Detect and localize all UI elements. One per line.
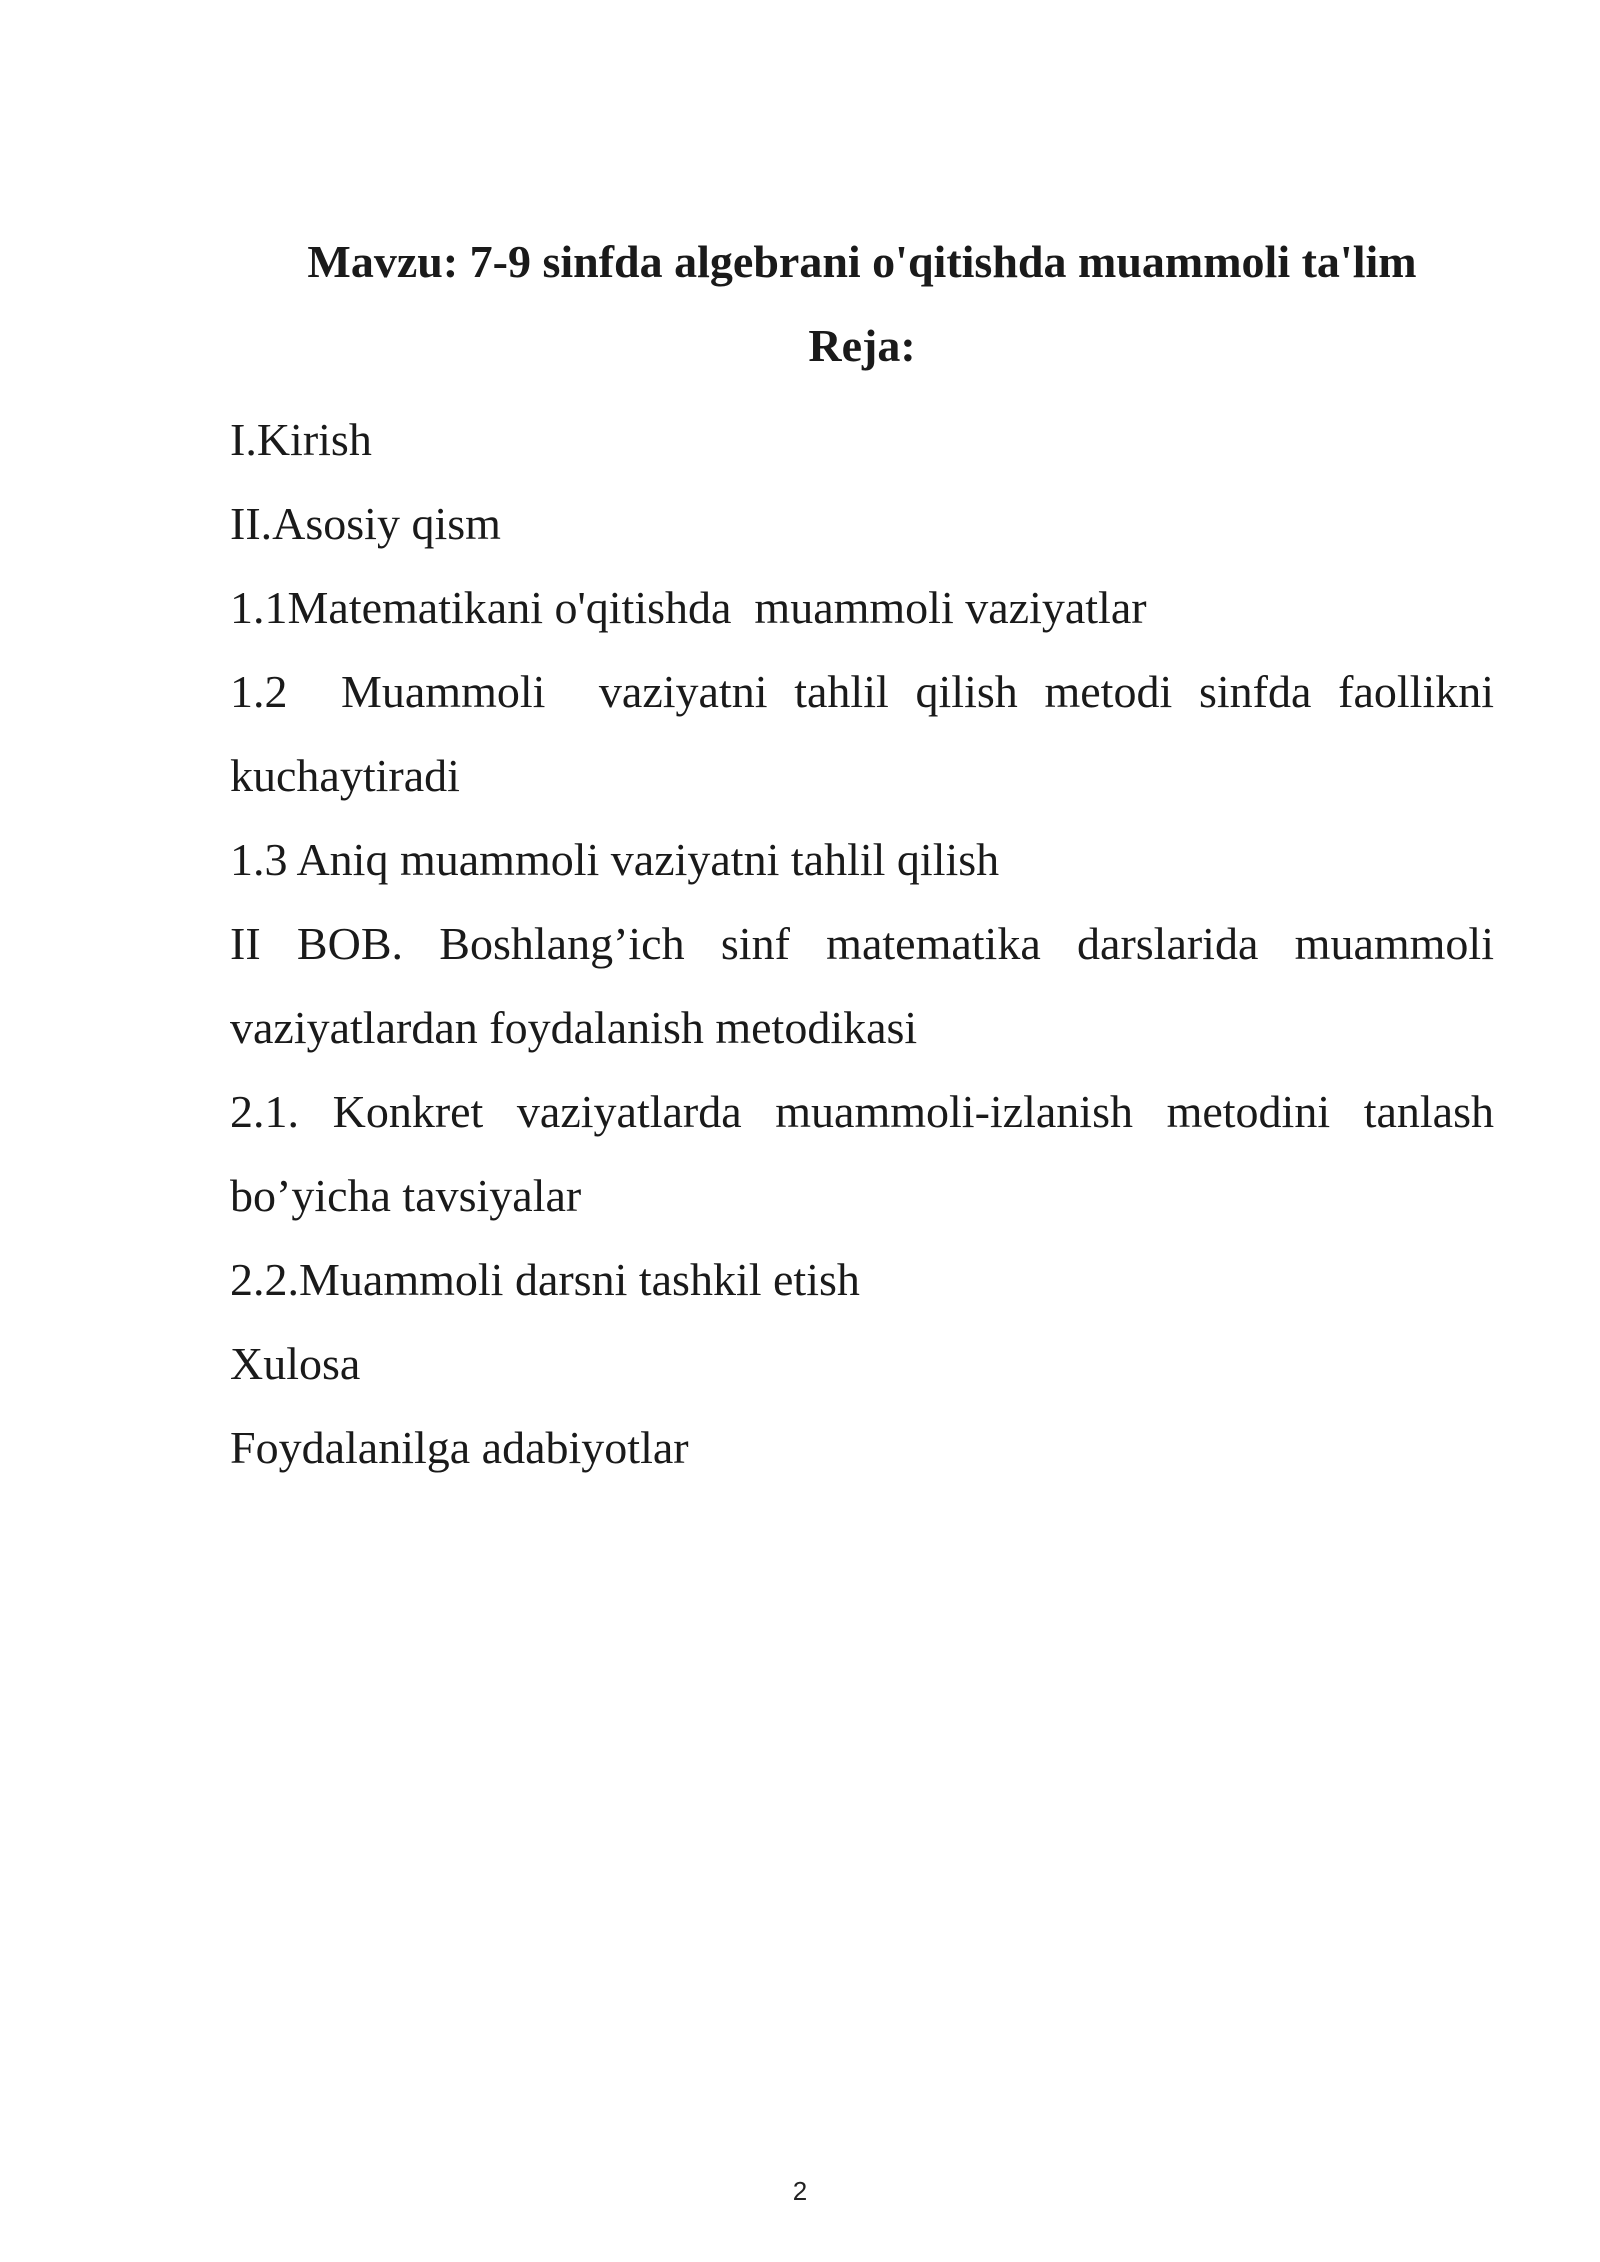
plan-item: II.Asosiy qism	[230, 498, 501, 549]
plan-item: Foydalanilga adabiyotlar	[230, 1422, 689, 1473]
plan-item: 1.3 Aniq muammoli vaziyatni tahlil qilish	[230, 834, 1000, 885]
page-number: 2	[792, 2176, 808, 2206]
page-content	[230, 232, 1506, 1490]
document-title: Mavzu: 7-9 sinfda algebrani o'qitishda muammoli ta'lim	[307, 236, 1417, 287]
plan-heading: Reja:	[808, 320, 916, 371]
plan-item: 1.2 Muammoli vaziyatni tahlil qilish metodi sinfda faollikni kuchaytiradi	[230, 666, 1506, 801]
plan-item: Xulosa	[230, 1338, 361, 1389]
plan-item: 1.1Matematikani o'qitishda muammoli vaziyatlar	[230, 582, 1147, 633]
plan-list	[230, 398, 1506, 1490]
plan-item: 2.1. Konkret vaziyatlarda muammoli-izlanish metodini tanlash bo’yicha tavsiyalar	[230, 1086, 1494, 1221]
plan-item: II BOB. Boshlang’ich sinf matematika darslarida muammoli vaziyatlardan foydalanish metodikasi	[230, 918, 1494, 1053]
plan-item: 2.2.Muammoli darsni tashkil etish	[230, 1254, 860, 1305]
plan-item: I.Kirish	[230, 414, 372, 465]
